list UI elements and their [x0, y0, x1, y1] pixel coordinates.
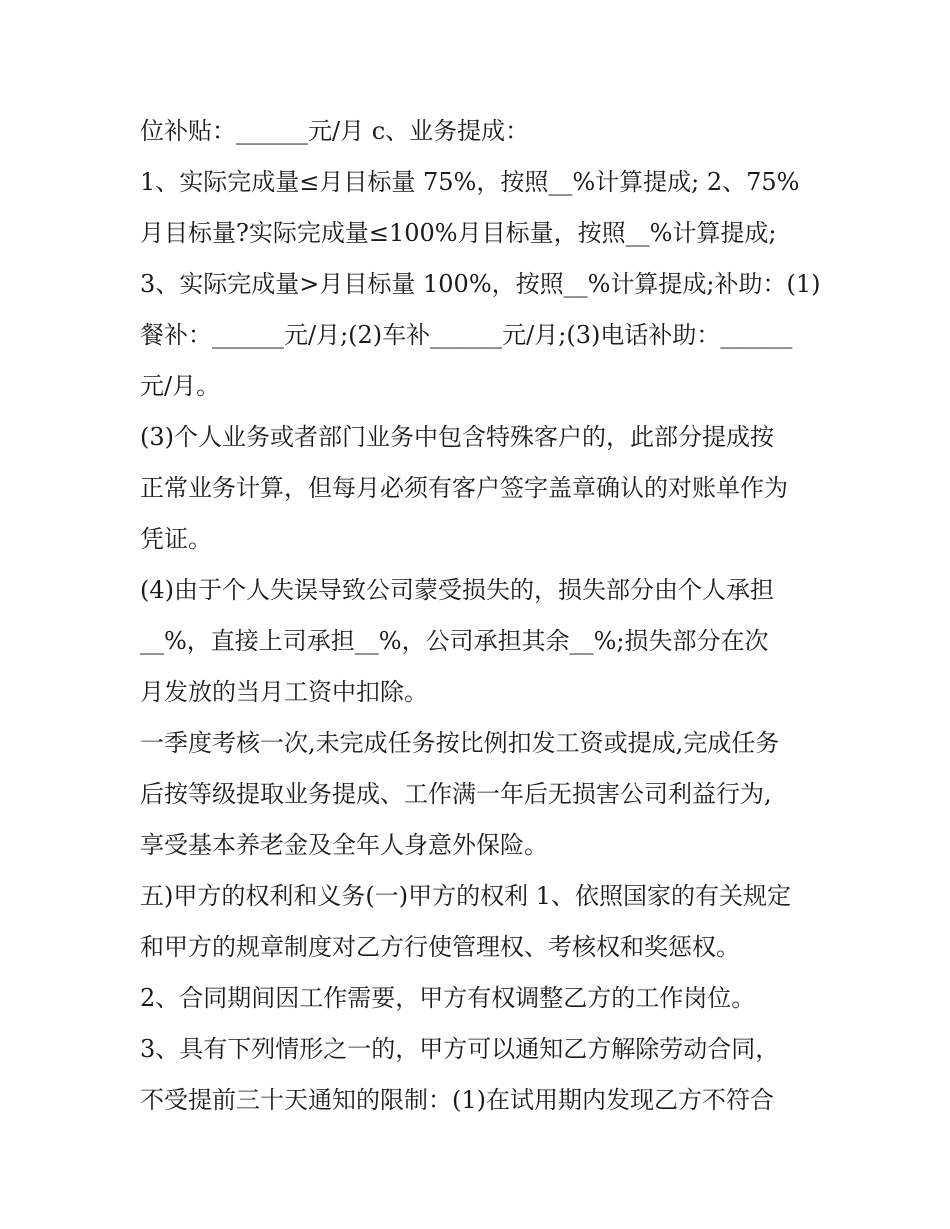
text-line: 3、实际完成量>月目标量 100%，按照__%计算提成;补助：(1): [140, 270, 821, 298]
text-line: 凭证。: [140, 525, 212, 553]
text-line: 不受提前三十天通知的限制：(1)在试用期内发现乙方不符合: [140, 1086, 774, 1114]
contract-text: [140, 106, 840, 1126]
text-line: 五)甲方的权利和义务(一)甲方的权利 1、依照国家的有关规定: [140, 882, 791, 910]
text-line: 餐补：______元/月;(2)车补______元/月;(3)电话补助：______: [140, 321, 793, 349]
text-line: 享受基本养老金及全年人身意外保险。: [140, 831, 548, 859]
text-line: 1、实际完成量≤月目标量 75%，按照__%计算提成; 2、75%: [140, 168, 800, 196]
text-line: 月目标量?实际完成量≤100%月目标量，按照__%计算提成;: [140, 219, 777, 247]
text-line: 月发放的当月工资中扣除。: [140, 678, 428, 706]
text-line: 和甲方的规章制度对乙方行使管理权、考核权和奖惩权。: [140, 933, 740, 961]
text-line: 3、具有下列情形之一的，甲方可以通知乙方解除劳动合同，: [140, 1035, 780, 1063]
text-line: __%，直接上司承担__%，公司承担其余__%;损失部分在次: [140, 627, 769, 655]
text-line: 一季度考核一次,未完成任务按比例扣发工资或提成,完成任务: [140, 729, 780, 757]
text-line: 位补贴：______元/月 c、业务提成：: [140, 117, 530, 145]
text-line: (3)个人业务或者部门业务中包含特殊客户的，此部分提成按: [140, 423, 774, 451]
text-line: 后按等级提取业务提成、工作满一年后无损害公司利益行为,: [140, 780, 772, 808]
text-line: 2、合同期间因工作需要，甲方有权调整乙方的工作岗位。: [140, 984, 756, 1012]
text-line: 正常业务计算，但每月必须有客户签字盖章确认的对账单作为: [140, 474, 788, 502]
text-line: (4)由于个人失误导致公司蒙受损失的，损失部分由个人承担: [140, 576, 774, 604]
text-line: 元/月。: [140, 372, 221, 400]
